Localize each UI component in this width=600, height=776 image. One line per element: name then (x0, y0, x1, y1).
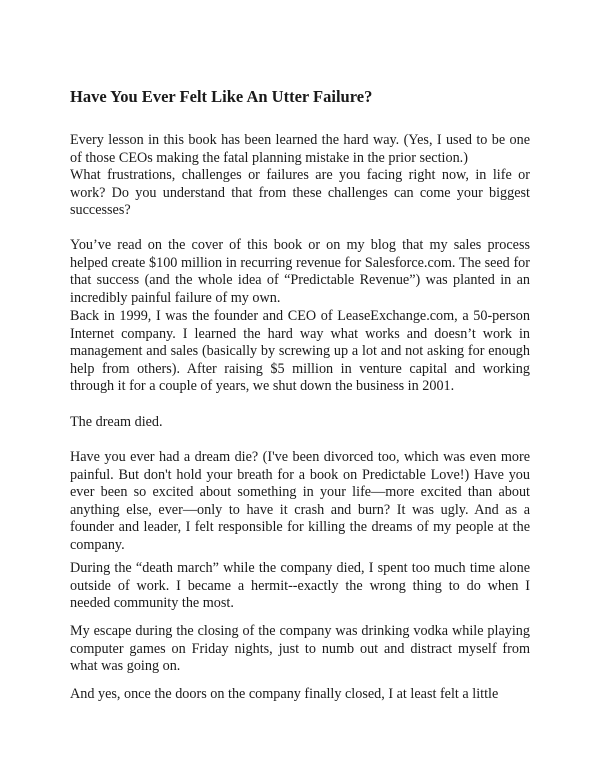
paragraph-doors-closed: And yes, once the doors on the company finally closed, I at least felt a little (70, 686, 499, 702)
paragraph-salesforce-revenue: You’ve read on the cover of this book or on my blog that my sales process helped create $100 million in recurring revenue for Salesforce.com. The seed for that success (and the whole idea of “Predictable Revenue”) was planted in an incredibly painful failure of my own. (70, 237, 530, 306)
paragraph-death-march: During the “death march” while the company died, I spent too much time alone outside of work. I became a hermit--exactly the wrong thing to do when I needed community the most. (70, 560, 530, 612)
paragraph-leaseexchange: Back in 1999, I was the founder and CEO of LeaseExchange.com, a 50-person Internet company. I learned the hard way what works and doesn’t work in management and sales (basically by screwing up a lot and not asking for enough help from others). After raising $5 million in venture capital and working through it for a couple of years, we shut down the business in 2001. (70, 308, 530, 395)
chapter-heading: Have You Ever Felt Like An Utter Failure? (70, 87, 373, 106)
paragraph-hard-way-lessons: Every lesson in this book has been learned the hard way. (Yes, I used to be one of those CEOs making the fatal planning mistake in the prior section.) What frustrations, challenges or failures are you facing right now, in life or work? Do you understand that from these challenges can come your biggest successes? (70, 132, 530, 219)
paragraph-dream-died: The dream died. (70, 414, 163, 430)
paragraph-escape: My escape during the closing of the company was drinking vodka while playing computer games on Friday nights, just to numb out and distract myself from what was going on. (70, 623, 530, 675)
paragraph-dream-die-question: Have you ever had a dream die? (I've been divorced too, which was even more painful. But don't hold your breath for a book on Predictable Love!) Have you ever been so excited about something in your life—more excited than about anything else, ever—only to have it crash and burn? It was ugly. And as a founder and leader, I felt responsible for killing the dreams of my people at the company. (70, 449, 530, 553)
